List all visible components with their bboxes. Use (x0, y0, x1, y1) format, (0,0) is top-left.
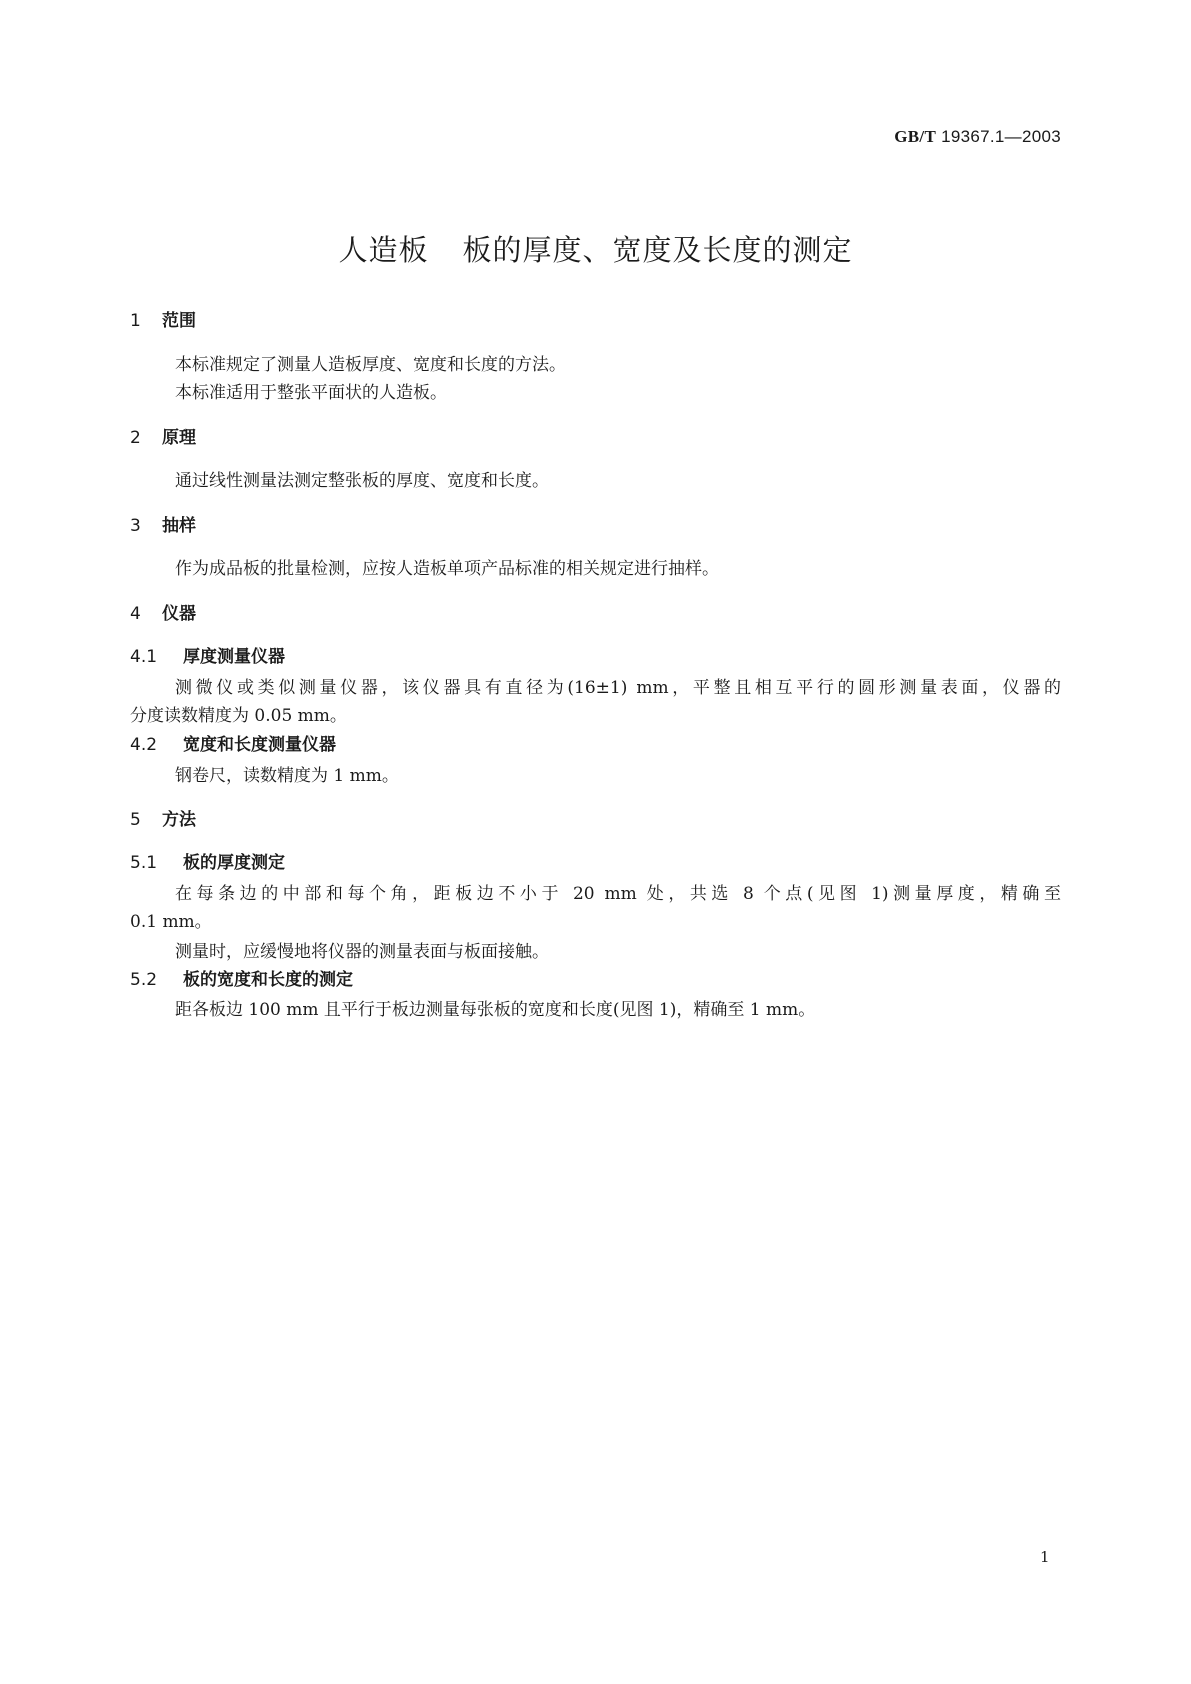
section-3-paragraph-1: 作为成品板的批量检测，应按人造板单项产品标准的相关规定进行抽样。 (175, 559, 719, 579)
section-number: 3 (130, 516, 141, 536)
section-number: 4.2 (130, 735, 158, 755)
section-number: 2 (130, 428, 141, 448)
section-4-heading (130, 599, 196, 624)
section-5-1-paragraph-line-1: 在每条边的中部和每个角，距板边不小于 20 mm 处，共选 8 个点(见图 1)测量厚度，精确至 (175, 884, 1061, 904)
section-number: 5.1 (130, 853, 158, 873)
page-number: 1 (1040, 1548, 1050, 1566)
section-title: 宽度和长度测量仪器 (183, 735, 336, 755)
section-2-paragraph-1: 通过线性测量法测定整张板的厚度、宽度和长度。 (175, 471, 549, 491)
section-1-heading (130, 306, 196, 331)
section-title: 原理 (162, 428, 196, 448)
section-number: 5 (130, 810, 141, 830)
section-title: 厚度测量仪器 (183, 647, 285, 667)
standard-prefix: GB/T (894, 127, 937, 146)
standard-code: 19367.1—2003 (936, 127, 1061, 146)
section-number: 4.1 (130, 647, 158, 667)
section-5-heading (130, 805, 196, 830)
section-number: 4 (130, 604, 141, 624)
document-title (0, 228, 1191, 269)
section-number: 1 (130, 311, 141, 331)
section-number: 5.2 (130, 970, 158, 990)
section-4-1-paragraph-line-2: 分度读数精度为 0.05 mm。 (130, 706, 347, 726)
section-4-1-paragraph-line-1: 测微仪或类似测量仪器，该仪器具有直径为(16±1) mm，平整且相互平行的圆形测量表面，仪器的 (175, 678, 1061, 698)
section-5-2-heading (130, 965, 353, 990)
section-3-heading (130, 511, 196, 536)
title-part-2: 板的厚度、宽度及长度的测定 (462, 233, 853, 267)
section-2-heading (130, 423, 196, 448)
section-title: 板的厚度测定 (183, 853, 285, 873)
section-4-2-paragraph-1: 钢卷尺，读数精度为 1 mm。 (175, 766, 399, 786)
section-title: 方法 (162, 810, 196, 830)
title-part-1: 人造板 (338, 233, 429, 267)
section-5-1-paragraph-line-2: 0.1 mm。 (130, 912, 212, 932)
section-4-1-heading (130, 642, 285, 667)
standard-number (894, 127, 1061, 147)
section-title: 仪器 (162, 604, 196, 624)
section-5-1-heading (130, 848, 285, 873)
section-title: 抽样 (162, 516, 196, 536)
section-1-paragraph-2: 本标准适用于整张平面状的人造板。 (175, 383, 447, 403)
section-title: 板的宽度和长度的测定 (183, 970, 353, 990)
section-4-2-heading (130, 730, 336, 755)
section-title: 范围 (162, 311, 196, 331)
section-1-paragraph-1: 本标准规定了测量人造板厚度、宽度和长度的方法。 (175, 355, 566, 375)
section-5-2-paragraph-1: 距各板边 100 mm 且平行于板边测量每张板的宽度和长度(见图 1)，精确至 1 mm。 (175, 1000, 816, 1020)
section-5-1-paragraph-2: 测量时，应缓慢地将仪器的测量表面与板面接触。 (175, 942, 549, 962)
